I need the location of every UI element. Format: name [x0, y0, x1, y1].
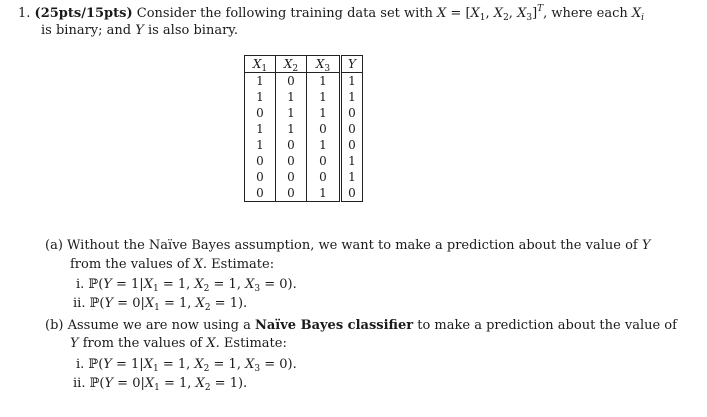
part-a: (a) Without the Naïve Bayes assumption, we want to make a prediction about the value of Y: [45, 238, 651, 253]
table-cell: 1: [307, 137, 341, 153]
part-b-line2: Y from the values of X. Estimate:: [70, 336, 287, 351]
table-row: [245, 153, 363, 169]
table-cell: 0: [341, 137, 363, 153]
table-row: [245, 105, 363, 121]
table-cell: 0: [276, 137, 307, 153]
table-cell: 0: [276, 73, 307, 90]
table-row: [245, 73, 363, 90]
table-cell: 1: [276, 105, 307, 121]
table-cell: 0: [307, 169, 341, 185]
part-b-label: (b): [45, 318, 64, 333]
table-cell: 1: [245, 89, 276, 105]
table-cell: 1: [341, 153, 363, 169]
part-a-label: (a): [45, 238, 63, 253]
table-row: [245, 137, 363, 153]
problem-intro-where: where each: [551, 6, 628, 21]
part-a-text: Without the Naïve Bayes assumption, we want to make a prediction about the value of: [67, 238, 638, 253]
table-cell: 0: [341, 185, 363, 202]
table-header-x2: $X_2$: [276, 56, 307, 73]
problem-line2: is binary; and Y is also binary.: [41, 23, 239, 38]
part-a-item-i: i. ℙ(Y = $1|X_1 = 1$, $X_2 = 1$, $X_3 = 0$).: [76, 277, 297, 294]
table-cell: 0: [276, 153, 307, 169]
part-a-item-ii: ii. ℙ(Y = $0|X_1 = 1$, $X_2 = 1$).: [73, 296, 248, 313]
table-cell: 1: [341, 73, 363, 90]
table-header-x1: $X_1$: [245, 56, 276, 73]
table-header-y: Y: [341, 56, 363, 73]
table-row: [245, 185, 363, 202]
training-data-table: [244, 55, 363, 202]
table-cell: 0: [245, 185, 276, 202]
table-cell: 1: [307, 73, 341, 90]
table-row: [245, 89, 363, 105]
table-row: [245, 169, 363, 185]
table-cell: 0: [276, 185, 307, 202]
table-cell: 0: [341, 121, 363, 137]
table-cell: 0: [276, 169, 307, 185]
table-cell: 1: [307, 185, 341, 202]
part-b-item-ii: ii. ℙ(Y = $0|X_1 = 1$, $X_2 = 1$).: [73, 376, 248, 393]
table-row: [245, 121, 363, 137]
part-b-item-i: i. ℙ(Y = $1|X_1 = 1$, $X_2 = 1$, $X_3 = 0$).: [76, 357, 297, 374]
table-cell: 0: [307, 153, 341, 169]
table-cell: 1: [307, 89, 341, 105]
part-b: (b) Assume we are now using a Naïve Bayes classifier to make a prediction about the value of: [45, 318, 677, 333]
table-cell: 1: [245, 137, 276, 153]
table-cell: 1: [341, 89, 363, 105]
table-cell: 0: [341, 105, 363, 121]
table-cell: 1: [276, 121, 307, 137]
problem-points: (25pts/15pts): [34, 6, 133, 21]
table-cell: 0: [245, 153, 276, 169]
table-cell: 0: [245, 105, 276, 121]
problem-number: 1.: [18, 6, 31, 21]
table-cell: 1: [276, 89, 307, 105]
table-cell: 1: [341, 169, 363, 185]
problem-intro: Consider the following training data set with: [136, 6, 433, 21]
table-header-x3: $X_3$: [307, 56, 341, 73]
problem-header: 1. (25pts/15pts) Consider the following training data set with $X = [X_1$, $X_2$, $X_3]^T$, where each $X_i$: [18, 4, 645, 23]
table-cell: 1: [307, 105, 341, 121]
part-a-line2: from the values of X. Estimate:: [70, 257, 275, 272]
table-cell: 0: [245, 169, 276, 185]
table-header-row: [245, 56, 363, 73]
table-cell: 1: [245, 121, 276, 137]
table-cell: 0: [307, 121, 341, 137]
table-cell: 1: [245, 73, 276, 90]
naive-bayes-emphasis: Naïve Bayes classifier: [255, 318, 414, 333]
